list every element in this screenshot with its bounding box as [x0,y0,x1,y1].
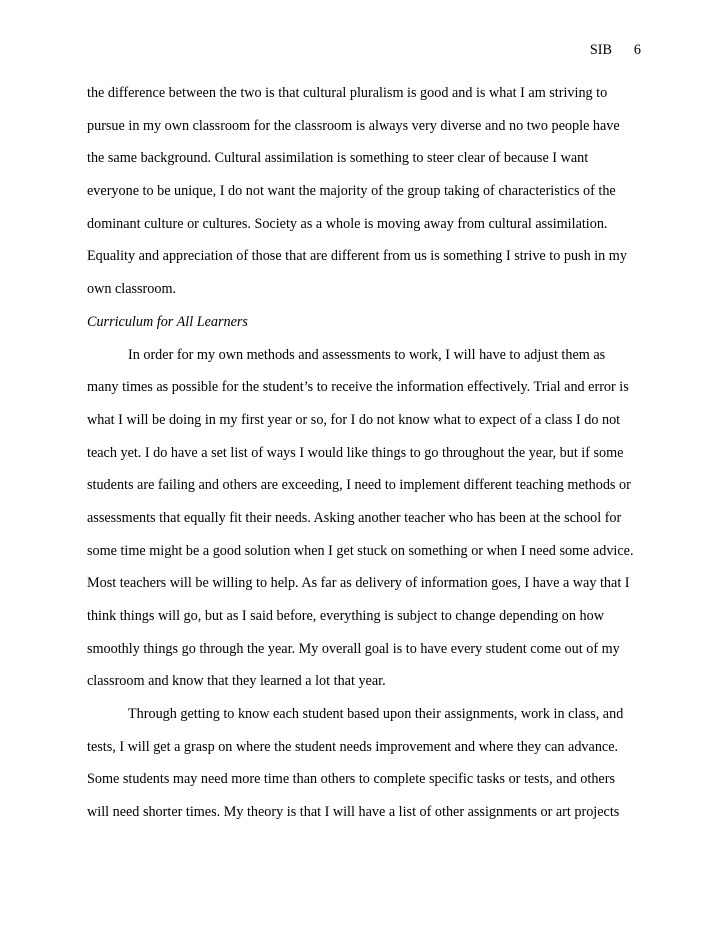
text-line: the difference between the two is that cultural pluralism is good and is what I am striving to [87,85,608,101]
text-line: think things will go, but as I said before, everything is subject to change depending on how [87,608,604,624]
text-line: assessments that equally fit their needs. Asking another teacher who has been at the school for [87,509,622,526]
text-line: students are failing and others are exceeding, I need to implement different teaching methods or [87,477,631,494]
text-line: some time might be a good solution when I get stuck on something or when I need some advice. [87,542,634,559]
paragraph-first-line: Through getting to know each student based upon their assignments, work in class, and [128,706,624,723]
text-line: smoothly things go through the year. My overall goal is to have every student come out of my [87,640,620,657]
text-line: Some students may need more time than others to complete specific tasks or tests, and others [87,771,615,788]
text-line: pursue in my own classroom for the classroom is always very diverse and no two people have [87,117,620,134]
text-line: will need shorter times. My theory is that I will have a list of other assignments or art projects [87,804,620,821]
text-line: classroom and know that they learned a lot that year. [87,673,386,690]
text-line: what I will be doing in my first year or so, for I do not know what to expect of a class I do not [87,411,621,428]
text-line: own classroom. [87,281,177,298]
text-line: dominant culture or cultures. Society as a whole is moving away from cultural assimilation. [87,215,608,232]
text-line: the same background. Cultural assimilation is something to steer clear of because I want [87,150,589,167]
running-head [590,40,641,60]
text-line: tests, I will get a grasp on where the student needs improvement and where they can advance. [87,738,619,755]
text-line: Equality and appreciation of those that are different from us is something I strive to push in my [87,248,627,265]
text-line: everyone to be unique, I do not want the majority of the group taking of characteristics of the [87,183,616,200]
text-line: many times as possible for the student’s to receive the information effectively. Trial and error is [87,379,629,396]
paragraph-first-line: In order for my own methods and assessments to work, I will have to adjust them as [128,346,606,363]
text-line: Most teachers will be willing to help. As far as delivery of information goes, I have a way that I [87,575,630,592]
text-line: teach yet. I do have a set list of ways I would like things to go throughout the year, but if some [87,444,624,461]
page-number: 6 [633,42,641,58]
section-heading: Curriculum for All Learners [87,313,248,330]
running-head-title: SIB [589,42,612,58]
body-text [87,83,647,835]
